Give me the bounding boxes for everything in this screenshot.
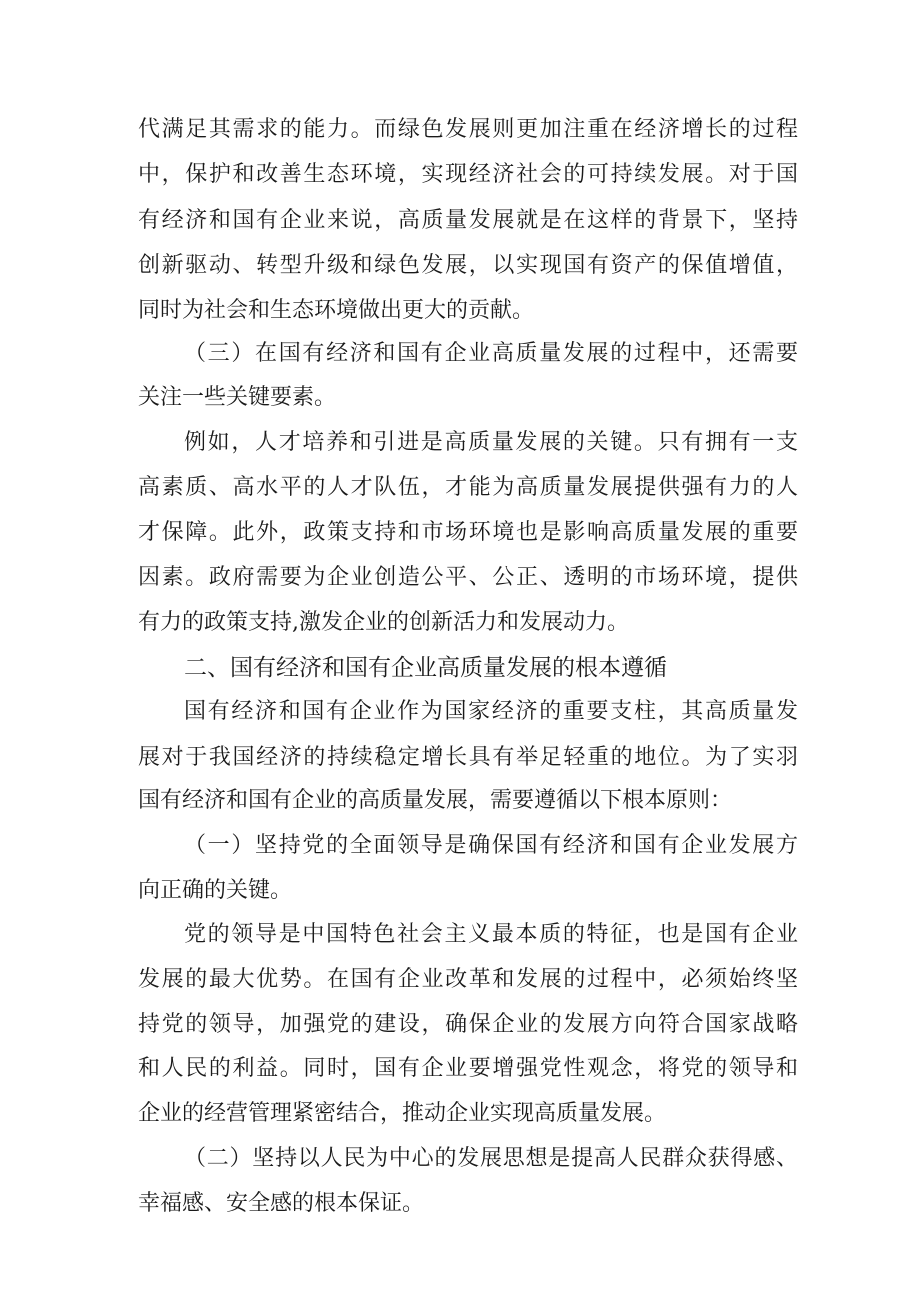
- subsection-title-line: 幸福感、安全感的根本保证。: [138, 1191, 425, 1216]
- section-heading: 二、国有经济和国有企业高质量发展的根本遵循: [184, 655, 667, 681]
- subsection-title-line: （三）在国有经济和国有企业高质量发展的过程中，还需要: [184, 341, 798, 366]
- body-line: 持党的领导，加强党的建设，确保企业的发展方向符合国家战略: [138, 1012, 798, 1037]
- subsection-title-line: 向正确的关键。: [138, 878, 293, 903]
- body-line: 发展的最大优势。在国有企业改革和发展的过程中，必须始终坚: [138, 967, 798, 992]
- body-line: 有力的政策支持,激发企业的创新活力和发展动力。: [138, 610, 629, 635]
- body-line: 企业的经营管理紧密结合，推动企业实现高质量发展。: [138, 1101, 667, 1126]
- body-line: 国有经济和国有企业作为国家经济的重要支柱，其高质量发: [184, 699, 798, 724]
- subsection-title-line: 关注一些关键要素。: [138, 385, 337, 410]
- body-line: 展对于我国经济的持续稳定增长具有举足轻重的地位。为了实羽: [138, 745, 798, 770]
- body-line: 高素质、高水平的人才队伍，才能为高质量发展提供强有力的人: [138, 475, 798, 500]
- subsection-title-line: （二）坚持以人民为中心的发展思想是提高人民群众获得感、: [184, 1146, 798, 1171]
- body-line: 同时为社会和生态环境做出更大的贡献。: [138, 298, 535, 323]
- subsection-title-line: （一）坚持党的全面领导是确保国有经济和国有企业发展方: [184, 833, 798, 858]
- body-line: 例如，人才培养和引进是高质量发展的关键。只有拥有一支: [184, 430, 798, 455]
- body-line: 有经济和国有企业来说，高质量发展就是在这样的背景下，坚持: [138, 208, 798, 233]
- body-line: 才保障。此外，政策支持和市场环境也是影响高质量发展的重要: [138, 520, 798, 545]
- body-line: 国有经济和国有企业的高质量发展，需要遵循以下根本原则：: [138, 788, 733, 813]
- body-line: 和人民的利益。同时，国有企业要增强党性观念，将党的领导和: [138, 1056, 798, 1081]
- body-line: 中，保护和改善生态环境，实现经济社会的可持续发展。对于国: [138, 162, 798, 187]
- body-line: 因素。政府需要为企业创造公平、公正、透明的市场环境，提供: [138, 565, 798, 590]
- body-line: 代满足其需求的能力。而绿色发展则更加注重在经济增长的过程: [138, 117, 798, 142]
- body-line: 创新驱动、转型升级和绿色发展，以实现国有资产的保值增值，: [138, 253, 798, 278]
- body-line: 党的领导是中国特色社会主义最本质的特征，也是国有企业: [184, 922, 798, 947]
